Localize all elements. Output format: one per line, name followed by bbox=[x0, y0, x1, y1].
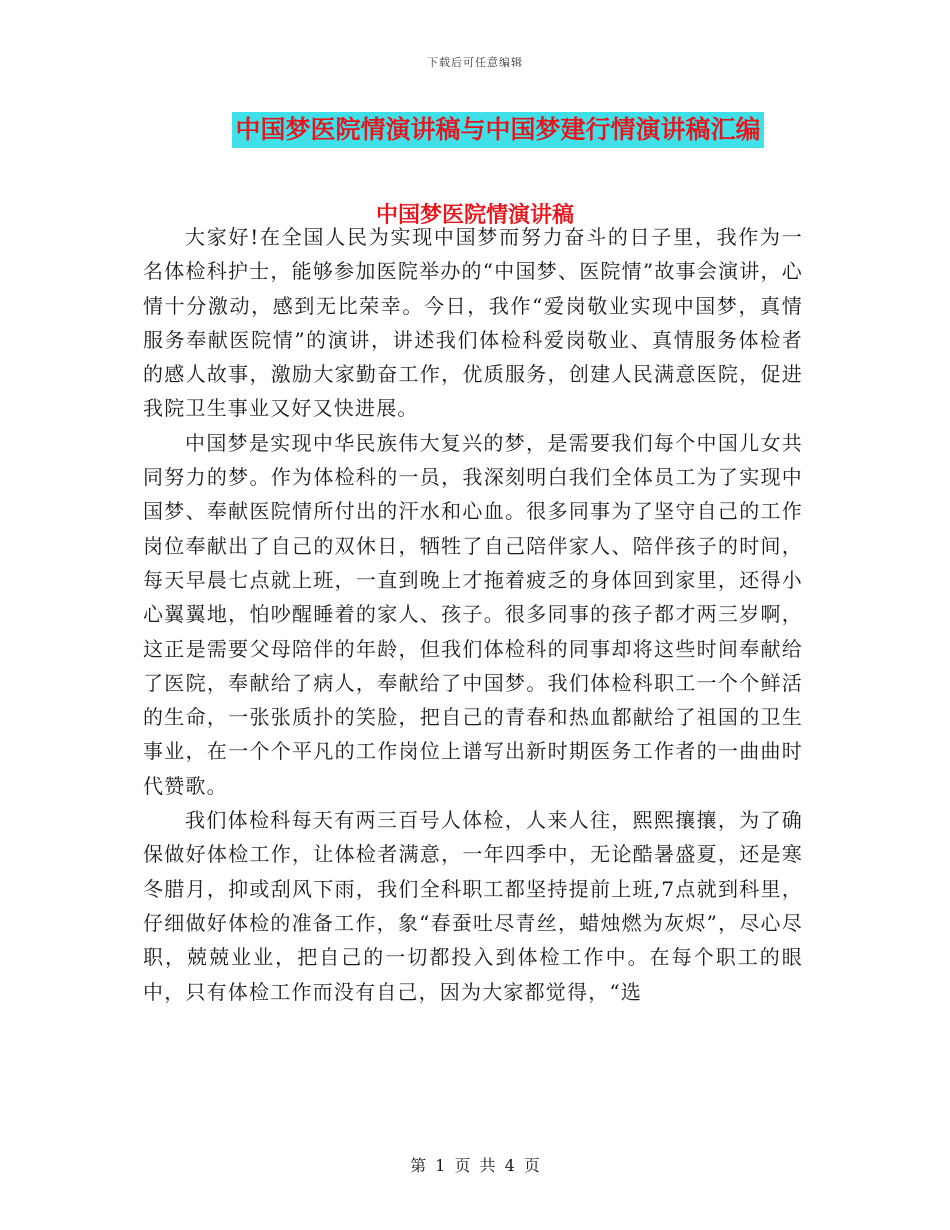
body-text bbox=[143, 220, 803, 1009]
paragraph: 中国梦是实现中华民族伟大复兴的梦，是需要我们每个中国儿女共同努力的梦。作为体检科的一员，我深刻明白我们全体员工为了实现中国梦、奉献医院情所付出的汗水和心血。很多同事为了坚守自己的工作岗位奉献出了自己的双休日，牺牲了自己陪伴家人、陪伴孩子的时间，每天早晨七点就上班，一直到晚上才拖着疲乏的身体回到家里，还得小心翼翼地，怕吵醒睡着的家人、孩子。很多同事的孩子都才两三岁啊，这正是需要父母陪伴的年龄，但我们体检科的同事却将这些时间奉献给了医院，奉献给了病人，奉献给了中国梦。我们体检科职工一个个鲜活的生命，一张张质扑的笑脸，把自己的青春和热血都献给了祖国的卫生事业，在一个个平凡的工作岗位上谱写出新时期医务工作者的一曲曲时代赞歌。 bbox=[143, 430, 803, 798]
section-title: 中国梦医院情演讲稿 bbox=[375, 203, 574, 228]
document-title-area bbox=[0, 112, 950, 148]
paragraph: 大家好!在全国人民为实现中国梦而努力奋斗的日子里，我作为一名体检科护士，能够参加医院举办的“中国梦、医院情”故事会演讲，心情十分激动，感到无比荣幸。今日，我作“爱岗敬业实现中国梦，真情服务奉献医院情”的演讲，讲述我们体检科爱岗敬业、真情服务体检者的感人故事，激励大家勤奋工作，优质服务，创建人民满意医院，促进我院卫生事业又好又快进展。 bbox=[143, 225, 803, 421]
header-note: 下载后可任意编辑 bbox=[427, 56, 523, 69]
document-title: 中国梦医院情演讲稿与中国梦建行情演讲稿汇编 bbox=[232, 112, 763, 148]
paragraph: 我们体检科每天有两三百号人体检，人来人往，熙熙攘攘，为了确保做好体检工作，让体检者满意，一年四季中，无论酷暑盛夏，还是寒冬腊月，抑或刮风下雨，我们全科职工都坚持提前上班,7点就到科里，仔细做好体检的准备工作，象“春蚕吐尽青丝，蜡烛燃为灰烬”，尽心尽职，兢兢业业，把自己的一切都投入到体检工作中。在每个职工的眼中，只有体检工作而没有自己，因为大家都觉得，“选 bbox=[143, 808, 803, 1004]
page-number-footer: 第 1 页 共 4 页 bbox=[410, 1156, 540, 1175]
